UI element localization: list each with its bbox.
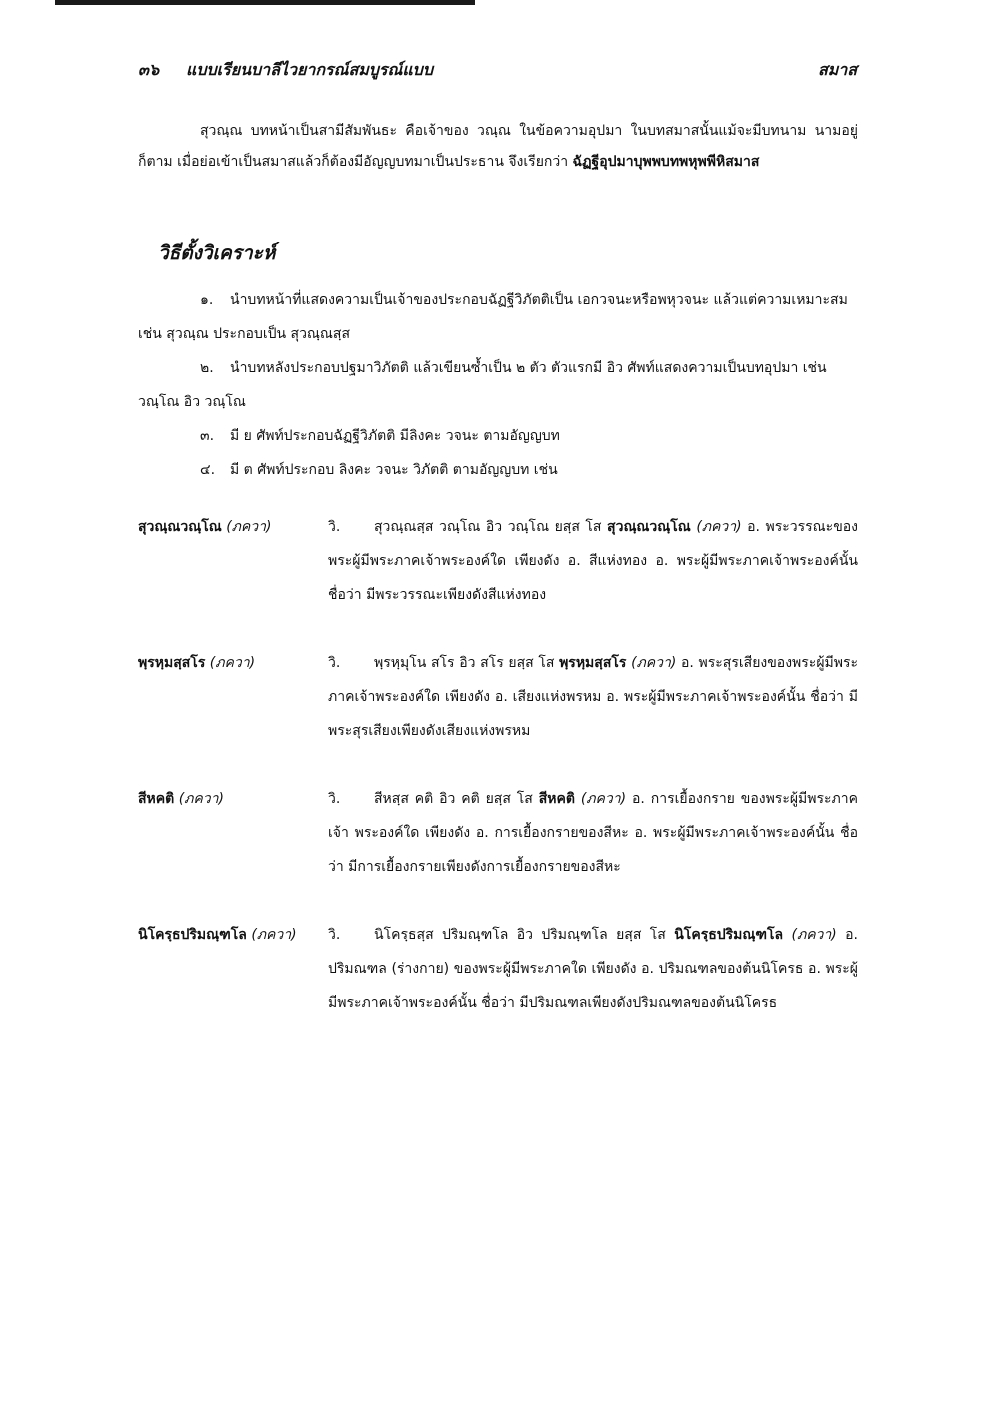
example-entry: [138, 782, 858, 884]
intro-bold-term: ฉัฏฐีอุปมาบุพพบทพหุพพีหิสมาส: [572, 154, 760, 170]
intro-text: สุวณฺณ บทหน้าเป็นสามีสัมพันธะ คือเจ้าของ วณฺณ ในข้อความอุปมา ในบทสมาสนั้นแม้จะมีบทนาม นามอยู่ก็ตาม เมื่อย่อเข้าเป็นสมาสแล้วก็ต้องมีอัญญบทมาเป็นประธาน จึงเรียกว่า: [138, 123, 858, 170]
entry-term-gloss: (ภควา): [178, 791, 224, 807]
example-entry: [138, 510, 858, 612]
entry-compound: นิโครฺธปริมณฺฑโล: [674, 927, 784, 943]
step-number: ๔.: [200, 462, 216, 478]
entry-term-word: นิโครฺธปริมณฺฑโล: [138, 927, 247, 943]
entry-term-gloss: (ภควา): [251, 927, 297, 943]
example-entry: [138, 646, 858, 748]
step-number: ๓.: [200, 428, 215, 444]
step-text: นำบทหน้าที่แสดงความเป็นเจ้าของประกอบฉัฏฐีวิภัตติเป็น เอกวจนะหรือพหุวจนะ แล้วแต่ความเหมาะสม เช่น สุวณฺณ ประกอบเป็น สุวณฺณสฺส: [138, 292, 848, 342]
step-text: มี ต ศัพท์ประกอบ ลิงคะ วจนะ วิภัตติ ตามอัญญบท เช่น: [230, 462, 558, 478]
entry-term-gloss: (ภควา): [209, 655, 256, 671]
step-text: นำบทหลังประกอบปฐมาวิภัตติ แล้วเขียนซ้ำเป็น ๒ ตัว ตัวแรกมี อิว ศัพท์แสดงความเป็นบทอุปมา เช่น วณฺโณ อิว วณฺโณ: [138, 360, 827, 410]
entry-term-word: สีหคติ: [138, 791, 175, 807]
intro-paragraph: [138, 116, 858, 178]
method-heading: วิธีตั้งวิเคราะห์: [158, 242, 276, 264]
scan-edge: [55, 0, 475, 5]
entry-analysis: นิโครฺธสฺส ปริมณฺฑโล อิว ปริมณฺฑโล ยสฺส โส: [374, 927, 666, 943]
section-label: สมาส: [817, 60, 857, 79]
book-title: แบบเรียนบาลีไวยากรณ์สมบูรณ์แบบ: [186, 60, 433, 79]
entry-analysis: สีหสฺส คติ อิว คติ ยสฺส โส: [374, 791, 533, 807]
entry-term: [138, 646, 328, 680]
vi-label: วิ.: [328, 927, 341, 943]
vi-label: วิ.: [328, 519, 341, 535]
page-number: ๓๖: [138, 60, 160, 79]
entry-term-word: พฺรหฺมสฺสโร: [138, 655, 206, 671]
vi-label: วิ.: [328, 791, 341, 807]
vi-label: วิ.: [328, 655, 341, 671]
entry-term-gloss: (ภควา): [226, 519, 272, 535]
entry-term: [138, 782, 328, 816]
entry-body: [328, 646, 858, 748]
entry-compound: สีหคติ: [538, 791, 575, 807]
entry-compound-gloss: (ภควา): [791, 927, 837, 943]
entry-term-word: สุวณฺณวณฺโณ: [138, 519, 222, 535]
entry-body: [328, 510, 858, 612]
example-entries: [138, 510, 858, 1054]
entry-body: [328, 782, 858, 884]
entry-compound-gloss: (ภควา): [631, 655, 677, 671]
entry-compound-gloss: (ภควา): [580, 791, 627, 807]
entry-compound: พฺรหฺมสฺสโร: [559, 655, 627, 671]
method-steps: [138, 283, 858, 487]
entry-compound-gloss: (ภควา): [696, 519, 742, 535]
entry-body: [328, 918, 858, 1020]
entry-meaning: อ. ปริมณฑล (ร่างกาย) ของพระผู้มีพระภาคใด เพียงดัง อ. ปริมณฑลของต้นนิโครธ อ. พระผู้มีพระภาคเจ้าพระองค์นั้น ชื่อว่า มีปริมณฑลเพียงดังปริมณฑลของต้นนิโครธ: [328, 927, 858, 1011]
example-entry: [138, 918, 858, 1020]
entry-analysis: พฺรหฺมุโน สโร อิว สโร ยสฺส โส: [374, 655, 555, 671]
step-number: ๒.: [200, 360, 214, 376]
running-header: [0, 58, 1000, 88]
step-text: มี ย ศัพท์ประกอบฉัฏฐีวิภัตติ มีลิงคะ วจนะ ตามอัญญบท: [230, 428, 560, 444]
entry-compound: สุวณฺณวณฺโณ: [607, 519, 691, 535]
step-number: ๑.: [200, 292, 214, 308]
step-item: [138, 283, 858, 351]
step-item: [138, 419, 858, 453]
entry-meaning: อ. การเยื้องกราย ของพระผู้มีพระภาคเจ้า พระองค์ใด เพียงดัง อ. การเยื้องกรายของสีหะ อ. พระผู้มีพระภาคเจ้าพระองค์นั้น ชื่อว่า มีการเยื้องกรายเพียงดังการเยื้องกรายของสีหะ: [328, 791, 858, 875]
step-item: [138, 351, 858, 419]
entry-term: [138, 510, 328, 544]
entry-term: [138, 918, 328, 952]
entry-analysis: สุวณฺณสฺส วณฺโณ อิว วณฺโณ ยสฺส โส: [374, 519, 602, 535]
step-item: [138, 453, 858, 487]
entry-meaning: อ. พระวรรณะของพระผู้มีพระภาคเจ้าพระองค์ใด เพียงดัง อ. สีแห่งทอง อ. พระผู้มีพระภาคเจ้าพระองค์นั้น ชื่อว่า มีพระวรรณะเพียงดังสีแห่งทอง: [328, 519, 859, 603]
entry-meaning: อ. พระสุรเสียงของพระผู้มีพระภาคเจ้าพระองค์ใด เพียงดัง อ. เสียงแห่งพรหม อ. พระผู้มีพระภาคเจ้าพระองค์นั้น ชื่อว่า มีพระสุรเสียงเพียงดังเสียงแห่งพรหม: [328, 655, 859, 739]
